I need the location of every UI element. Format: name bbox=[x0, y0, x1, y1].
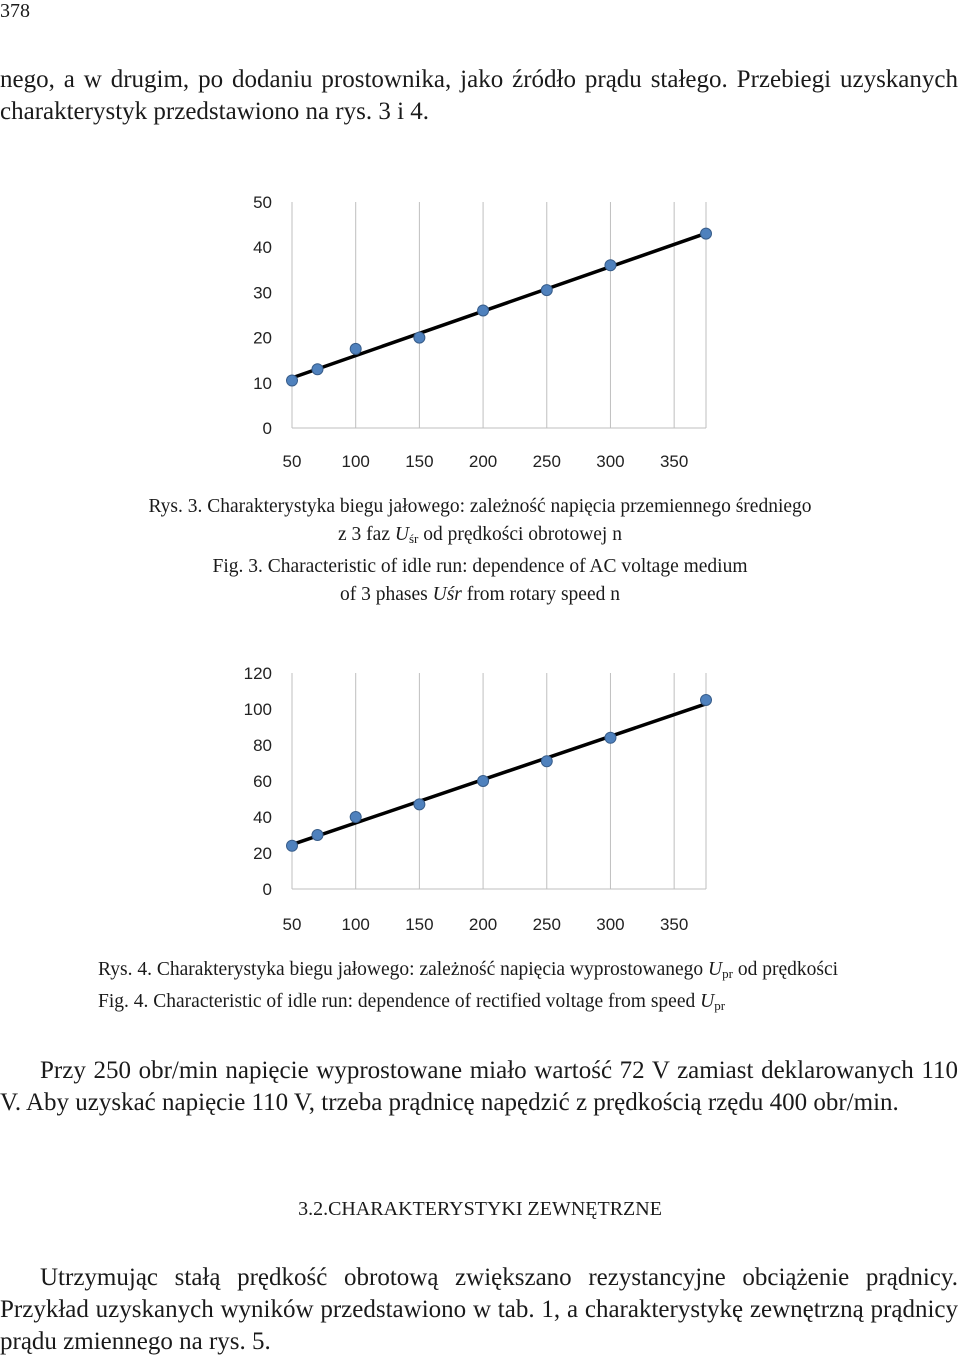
caption-text: Fig. 4. Characteristic of idle run: dependence of rectified voltage from speed bbox=[98, 991, 701, 1012]
symbol-u: U bbox=[708, 959, 723, 980]
figure-3-caption-pl-line-2 bbox=[0, 521, 960, 553]
y-tick-label: 50 bbox=[253, 193, 272, 212]
x-tick-label: 200 bbox=[468, 452, 498, 471]
caption-text: od prędkości bbox=[732, 959, 839, 980]
figure-4-chart bbox=[0, 650, 960, 950]
y-tick-label: 80 bbox=[253, 736, 272, 755]
figure-4-plot bbox=[0, 650, 960, 950]
y-tick-label: 40 bbox=[253, 238, 272, 258]
figure-4-caption bbox=[0, 956, 960, 1020]
figure-3-caption-pl-line-1: Rys. 3. Charakterystyka biegu jałowego: zależność napięcia przemiennego średniego bbox=[148, 496, 812, 517]
data-point bbox=[478, 305, 489, 316]
page-number: 378 bbox=[0, 0, 30, 22]
y-tick-label: 120 bbox=[243, 664, 272, 683]
data-point bbox=[350, 812, 361, 823]
data-point bbox=[605, 732, 616, 743]
figure-4-caption-pl bbox=[0, 956, 960, 988]
x-tick-label: 50 bbox=[282, 915, 302, 934]
y-tick-label: 20 bbox=[253, 844, 272, 863]
y-tick-label: 10 bbox=[253, 373, 272, 393]
x-tick-label: 200 bbox=[468, 915, 498, 934]
symbol-subscript: pr bbox=[722, 966, 733, 981]
x-tick-label: 350 bbox=[659, 452, 689, 471]
data-point bbox=[414, 332, 425, 343]
y-tick-label: 20 bbox=[253, 328, 272, 348]
symbol-subscript: pr bbox=[714, 998, 726, 1013]
data-point bbox=[701, 228, 712, 239]
figure-3-chart bbox=[0, 180, 960, 480]
figure-3-caption-en-line-2 bbox=[0, 581, 960, 609]
x-tick-label: 50 bbox=[282, 452, 302, 471]
data-point bbox=[312, 364, 323, 375]
caption-text: od prędkości obrotowej n bbox=[418, 524, 622, 545]
y-tick-label: 100 bbox=[243, 700, 272, 719]
intro-paragraph: nego, a w drugim, po dodaniu prostownika, jako źródło prądu stałego. Przebiegi uzyskanych charakterystyk przedstawiono na rys. 3 i 4. bbox=[0, 66, 958, 125]
body-paragraph-2: Utrzymując stałą prędkość obrotową zwiększano rezystancyjne obciążenie prądnicy. Przykład uzyskanych wyników przedstawiono w tab. 1, a charakterystykę zewnętrzną prądnicy prądu zmiennego na rys. 5. bbox=[0, 1264, 958, 1355]
caption-text: from rotary speed n bbox=[461, 584, 620, 605]
symbol-u: U bbox=[394, 524, 409, 545]
y-tick-label: 0 bbox=[262, 880, 272, 899]
trendline bbox=[292, 233, 706, 378]
x-tick-label: 150 bbox=[405, 915, 434, 934]
x-tick-label: 350 bbox=[659, 915, 689, 934]
figure-4-caption-en bbox=[0, 988, 960, 1020]
x-tick-label: 250 bbox=[532, 452, 561, 471]
data-point bbox=[312, 830, 323, 841]
data-point bbox=[701, 695, 712, 706]
x-tick-label: 100 bbox=[341, 915, 370, 934]
data-point bbox=[541, 756, 552, 767]
x-tick-label: 300 bbox=[596, 452, 625, 471]
data-point bbox=[287, 840, 298, 851]
x-tick-label: 250 bbox=[532, 915, 561, 934]
y-tick-label: 30 bbox=[253, 283, 272, 303]
caption-text: z 3 faz bbox=[338, 524, 395, 545]
symbol-u: Uśr bbox=[432, 584, 462, 605]
body-paragraph-1: Przy 250 obr/min napięcie wyprostowane miało wartość 72 V zamiast deklarowanych 110 V. Aby uzyskać napięcie 110 V, trzeba prądnicę napędzić z prędkością rzędu 400 obr/min. bbox=[0, 1057, 958, 1116]
section-heading: 3.2.CHARAKTERYSTYKI ZEWNĘTRZNE bbox=[298, 1198, 662, 1220]
data-point bbox=[350, 343, 361, 354]
trendline bbox=[292, 704, 706, 845]
data-point bbox=[605, 260, 616, 271]
caption-text: of 3 phases bbox=[340, 584, 433, 605]
figure-3-plot bbox=[0, 180, 960, 480]
y-tick-label: 40 bbox=[253, 808, 272, 827]
x-tick-label: 150 bbox=[405, 452, 434, 471]
symbol-u: U bbox=[700, 991, 715, 1012]
data-point bbox=[414, 799, 425, 810]
y-tick-label: 0 bbox=[262, 419, 272, 438]
symbol-subscript: śr bbox=[408, 531, 419, 546]
data-point bbox=[478, 776, 489, 787]
x-tick-label: 100 bbox=[341, 452, 370, 471]
figure-3-caption-en-line-1: Fig. 3. Characteristic of idle run: dependence of AC voltage medium bbox=[212, 556, 748, 577]
figure-3-caption bbox=[0, 493, 960, 609]
data-point bbox=[287, 375, 298, 386]
caption-text: Rys. 4. Charakterystyka biegu jałowego: zależność napięcia wyprostowanego bbox=[98, 959, 709, 980]
y-tick-label: 60 bbox=[253, 772, 272, 791]
data-point bbox=[541, 285, 552, 296]
x-tick-label: 300 bbox=[596, 915, 625, 934]
